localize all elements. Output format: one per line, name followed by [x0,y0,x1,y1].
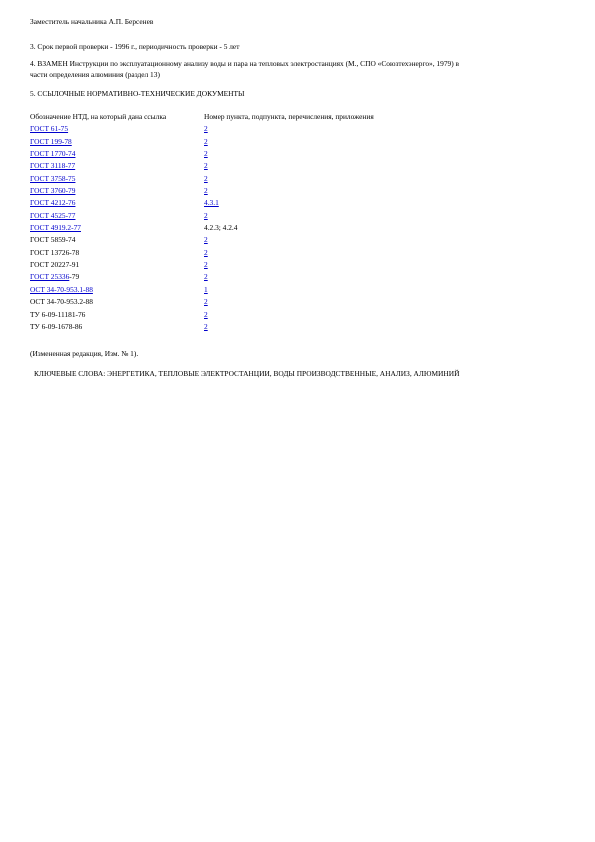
table-header-document: Обозначение НТД, на который дана ссылка [30,112,167,121]
document-link[interactable]: ГОСТ 61-75 [30,124,69,134]
clause-link[interactable]: 2 [204,124,208,134]
clause-link[interactable]: 2 [204,235,208,245]
clause-number-cell [204,285,208,294]
clause-number-cell [204,186,208,195]
document-link[interactable]: ГОСТ 25336 [30,272,70,282]
document-designation-cell [30,174,75,183]
document-link[interactable]: ГОСТ 4525-77 [30,210,76,220]
document-designation-cell [30,211,75,220]
document-designation-cell [30,297,93,306]
clause-link[interactable]: 1 [204,284,208,294]
document-designation-cell [30,248,79,257]
table-row [30,186,450,198]
table-row [30,174,450,186]
table-row [30,223,450,235]
clause-link[interactable]: 2 [204,309,208,319]
document-designation-cell [30,198,75,207]
document-text: ГОСТ 20227-91 [30,260,80,270]
document-designation-cell [30,260,79,269]
table-row [30,198,450,210]
clause-link[interactable]: 2 [204,186,208,196]
clause-link[interactable]: 2 [204,297,208,307]
document-designation-cell [30,149,75,158]
references-table [30,112,450,334]
document-designation-cell [30,285,93,294]
table-row [30,124,450,136]
clause-number-cell [204,310,208,319]
clause-number-cell [204,137,208,146]
clause-number-cell [204,272,208,281]
clause-number-cell [204,260,208,269]
table-header-row [30,112,450,124]
document-link[interactable]: ГОСТ 4919.2-77 [30,223,81,233]
clause-number-cell [204,223,237,232]
table-row [30,235,450,247]
document-link[interactable]: ГОСТ 3760-79 [30,186,76,196]
document-text: ГОСТ 5859-74 [30,235,76,245]
clause-number-cell [204,235,208,244]
document-designation-cell [30,186,75,195]
clause-link[interactable]: 2 [204,173,208,183]
table-row [30,149,450,161]
document-link[interactable]: ГОСТ 3118-77 [30,161,76,171]
clause-number-cell [204,322,208,331]
document-link[interactable]: ГОСТ 3758-75 [30,173,76,183]
revision-note: (Измененная редакция, Изм. № 1). [30,349,139,358]
clause-number-cell [204,161,208,170]
table-row [30,297,450,309]
clause-number-cell [204,174,208,183]
deputy-signature-line: Заместитель начальника А.П. Берсенев [30,17,154,26]
clause-link[interactable]: 2 [204,210,208,220]
table-header-clause: Номер пункта, подпункта, перечисления, приложения [204,112,374,121]
document-designation-cell [30,124,68,133]
table-row [30,310,450,322]
item-5-references-heading: 5. ССЫЛОЧНЫЕ НОРМАТИВНО-ТЕХНИЧЕСКИЕ ДОКУМЕНТЫ [30,89,245,98]
document-text: ТУ 6-09-11181-76 [30,309,86,319]
clause-number-cell [204,198,219,207]
clause-number-cell [204,211,208,220]
table-row [30,211,450,223]
table-row [30,285,450,297]
item-3-first-check: 3. Срок первой проверки - 1996 г., периодичность проверки - 5 лет [30,42,240,51]
document-text: ОСТ 34-70-953.2-88 [30,297,93,307]
table-body [30,124,450,334]
document-text: ТУ 6-09-1678-86 [30,321,83,331]
clause-link[interactable]: 2 [204,321,208,331]
document-link[interactable]: ОСТ 34-70-953.1-88 [30,284,93,294]
item-4-replaces-line-2: части определения алюминия (раздел 13) [30,70,160,79]
table-row [30,322,450,334]
table-row [30,137,450,149]
document-designation-cell [30,223,81,232]
clause-text: 4.2.3; 4.2.4 [204,223,238,233]
table-row [30,161,450,173]
clause-link[interactable]: 2 [204,247,208,257]
table-row [30,272,450,284]
document-designation-cell [30,161,75,170]
document-link[interactable]: ГОСТ 199-78 [30,136,72,146]
item-4-replaces-line-1: 4. ВЗАМЕН Инструкции по эксплуатационному анализу воды и пара на тепловых электростанциях (М., СПО «Союзтехэнерго», 1979) в [30,59,460,68]
clause-link[interactable]: 2 [204,149,208,159]
clause-number-cell [204,297,208,306]
clause-number-cell [204,248,208,257]
document-designation-cell [30,310,85,319]
document-link[interactable]: ГОСТ 1770-74 [30,149,76,159]
document-designation-cell [30,235,75,244]
document-designation-cell [30,322,82,331]
clause-link[interactable]: 4.3.1 [204,198,219,208]
document-text: -79 [69,272,80,282]
clause-link[interactable]: 2 [204,260,208,270]
table-row [30,260,450,272]
clause-link[interactable]: 2 [204,272,208,282]
clause-link[interactable]: 2 [204,161,208,171]
keywords-line: КЛЮЧЕВЫЕ СЛОВА: ЭНЕРГЕТИКА, ТЕПЛОВЫЕ ЭЛЕКТРОСТАНЦИИ, ВОДЫ ПРОИЗВОДСТВЕННЫЕ, АНАЛИЗ, АЛЮМИНИЙ [34,369,460,378]
document-designation-cell [30,272,79,281]
clause-link[interactable]: 2 [204,136,208,146]
clause-number-cell [204,149,208,158]
document-text: ГОСТ 13726-78 [30,247,80,257]
clause-number-cell [204,124,208,133]
table-row [30,248,450,260]
document-link[interactable]: ГОСТ 4212-76 [30,198,76,208]
document-designation-cell [30,137,72,146]
